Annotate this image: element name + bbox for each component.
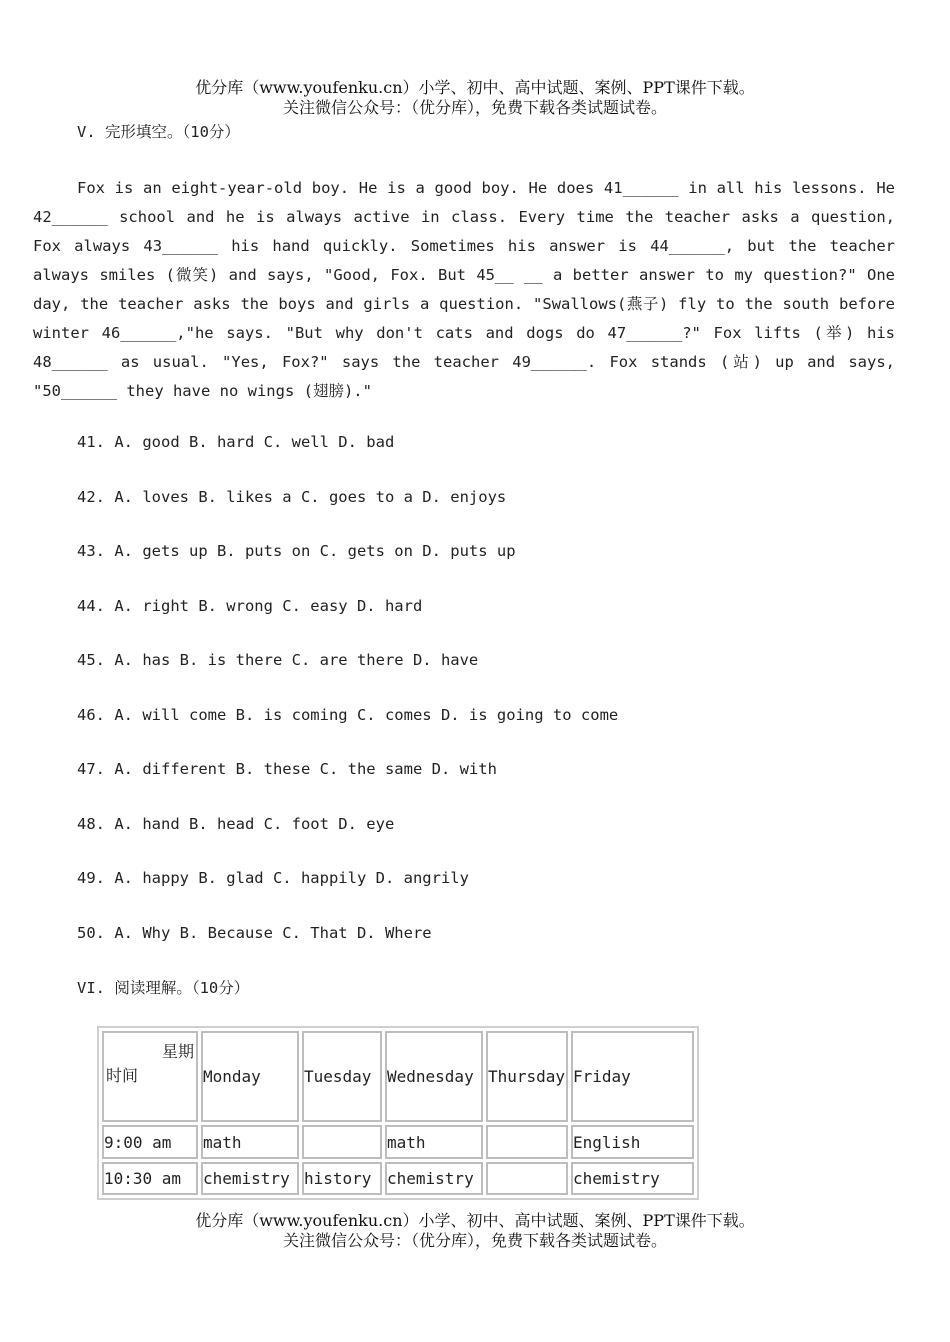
header-line-2: 关注微信公众号：（优分库），免费下载各类试题试卷。 [282,98,667,117]
footer-line-1: 优分库（www.youfenku.cn）小学、初中、高中试题、案例、PPT课件下载。 [195,1211,755,1230]
subject-cell [302,1125,382,1158]
subject-cell: history [302,1162,382,1195]
header-line-1: 优分库（www.youfenku.cn）小学、初中、高中试题、案例、PPT课件下载。 [195,78,755,97]
subject-cell: math [201,1125,299,1158]
day-header-tuesday: Tuesday [302,1031,382,1122]
option-48: 48. A. hand B. head C. foot D. eye [77,814,395,833]
subject-cell: chemistry [571,1162,694,1195]
subject-cell [486,1162,568,1195]
day-header-friday: Friday [571,1031,694,1122]
option-43: 43. A. gets up B. puts on C. gets on D. puts up [77,542,516,560]
section-5-title: V. 完形填空。（10分） [77,123,240,141]
day-header-wednesday: Wednesday [385,1031,483,1122]
option-44: 44. A. right B. wrong C. easy D. hard [77,596,423,615]
subject-cell [486,1125,568,1158]
day-header-monday: Monday [201,1031,299,1122]
option-42: 42. A. loves B. likes a C. goes to a D. enjoys [77,487,507,506]
option-46: 46. A. will come B. is coming C. comes D. is going to come [77,705,619,724]
time-cell: 10:30 am [102,1162,198,1195]
footer-line-2: 关注微信公众号：（优分库），免费下载各类试题试卷。 [282,1231,667,1250]
option-50: 50. A. Why B. Because C. That D. Where [77,923,432,942]
table-row [102,1125,694,1158]
time-cell: 9:00 am [102,1125,198,1158]
page-header [0,78,950,118]
timetable [97,1026,699,1200]
corner-cell [102,1031,198,1122]
corner-time-label: 时间 [106,1066,139,1086]
subject-cell: chemistry [201,1162,299,1195]
option-41: 41. A. good B. hard C. well D. bad [77,433,395,451]
subject-cell: chemistry [385,1162,483,1195]
option-49: 49. A. happy B. glad C. happily D. angrily [77,869,469,887]
day-header-thursday: Thursday [486,1031,568,1122]
subject-cell: math [385,1125,483,1158]
option-47: 47. A. different B. these C. the same D. with [77,760,497,778]
cloze-passage: Fox is an eight-year-old boy. He is a good boy. He does 41______ in all his lessons. He 42______ school and he is always active in class. Every time the teacher asks a question, Fox always 43______ his hand quickly. Sometimes his answer is 44______, but the teacher always smiles (微笑) and says, "Good, Fox. But 45__ __ a better answer to my question?" One day, the teacher asks the boys and girls a question. "Swallows(燕子) fly to the south before winter 46______,"he says. "But why don't cats and dogs do 47______?" Fox lifts (举) his 48______ as usual. "Yes, Fox?" says the teacher 49______. Fox stands (站) up and says, "50______ they have no wings (翅膀)." [33,179,895,400]
section-6-title: VI. 阅读理解。（10分） [77,979,250,997]
table-row [102,1162,694,1195]
option-45: 45. A. has B. is there C. are there D. have [77,651,479,669]
page-footer [0,1211,950,1251]
subject-cell: English [571,1125,694,1158]
cloze-options [77,428,618,973]
corner-weekday-label: 星期 [161,1042,194,1061]
